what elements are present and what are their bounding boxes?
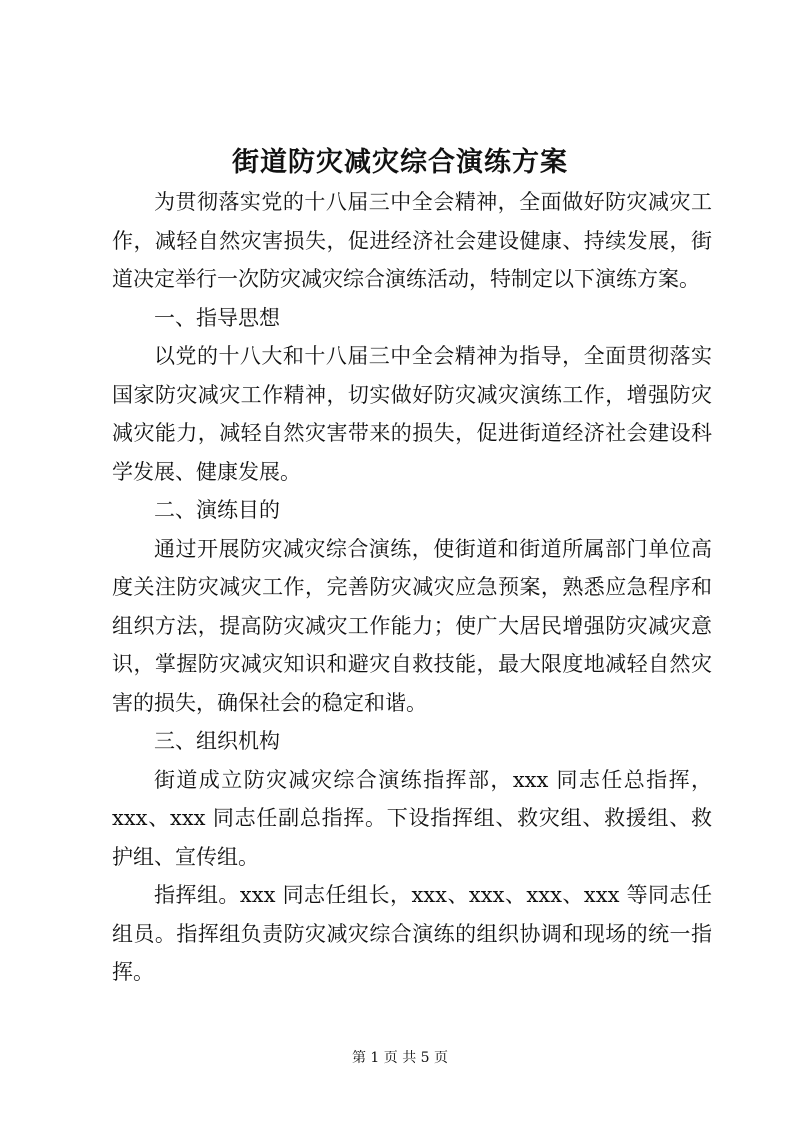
intro-paragraph: 为贯彻落实党的十八届三中全会精神，全面做好防灾减灾工作，减轻自然灾害损失，促进经济社会建设健康、持续发展，街道决定举行一次防灾减灾综合演练活动，特制定以下演练方案。 xyxy=(112,190,712,291)
organization-paragraph: 街道成立防灾减灾综合演练指挥部，xxx 同志任总指挥，xxx、xxx 同志任副总指挥。下设指挥组、救灾组、救援组、救护组、宣传组。 xyxy=(112,767,712,869)
purpose-paragraph: 通过开展防灾减灾综合演练，使街道和街道所属部门单位高度关注防灾减灾工作，完善防灾减灾应急预案，熟悉应急程序和组织方法，提高防灾减灾工作能力；使广大居民增强防灾减灾意识，掌握防灾减灾知识和避灾自救技能，最大限度地减轻自然灾害的损失，确保社会的稳定和谐。 xyxy=(112,536,712,715)
section-heading-guiding-ideology: 一、指导思想 xyxy=(154,305,280,330)
document-title: 街道防灾减灾综合演练方案 xyxy=(232,147,568,178)
page-number-footer: 第 1 页 共 5 页 xyxy=(351,1050,449,1066)
guiding-ideology-paragraph: 以党的十八大和十八届三中全会精神为指导，全面贯彻落实国家防灾减灾工作精神，切实做好防灾减灾演练工作，增强防灾减灾能力，减轻自然灾害带来的损失，促进街道经济社会建设科学发展、健康发展。 xyxy=(112,344,712,484)
command-group-paragraph: 指挥组。xxx 同志任组长，xxx、xxx、xxx、xxx 等同志任组员。指挥组负责防灾减灾综合演练的组织协调和现场的统一指挥。 xyxy=(112,883,712,984)
section-heading-organization: 三、组织机构 xyxy=(154,729,280,753)
section-heading-purpose: 二、演练目的 xyxy=(154,498,280,522)
document-body xyxy=(112,183,712,992)
